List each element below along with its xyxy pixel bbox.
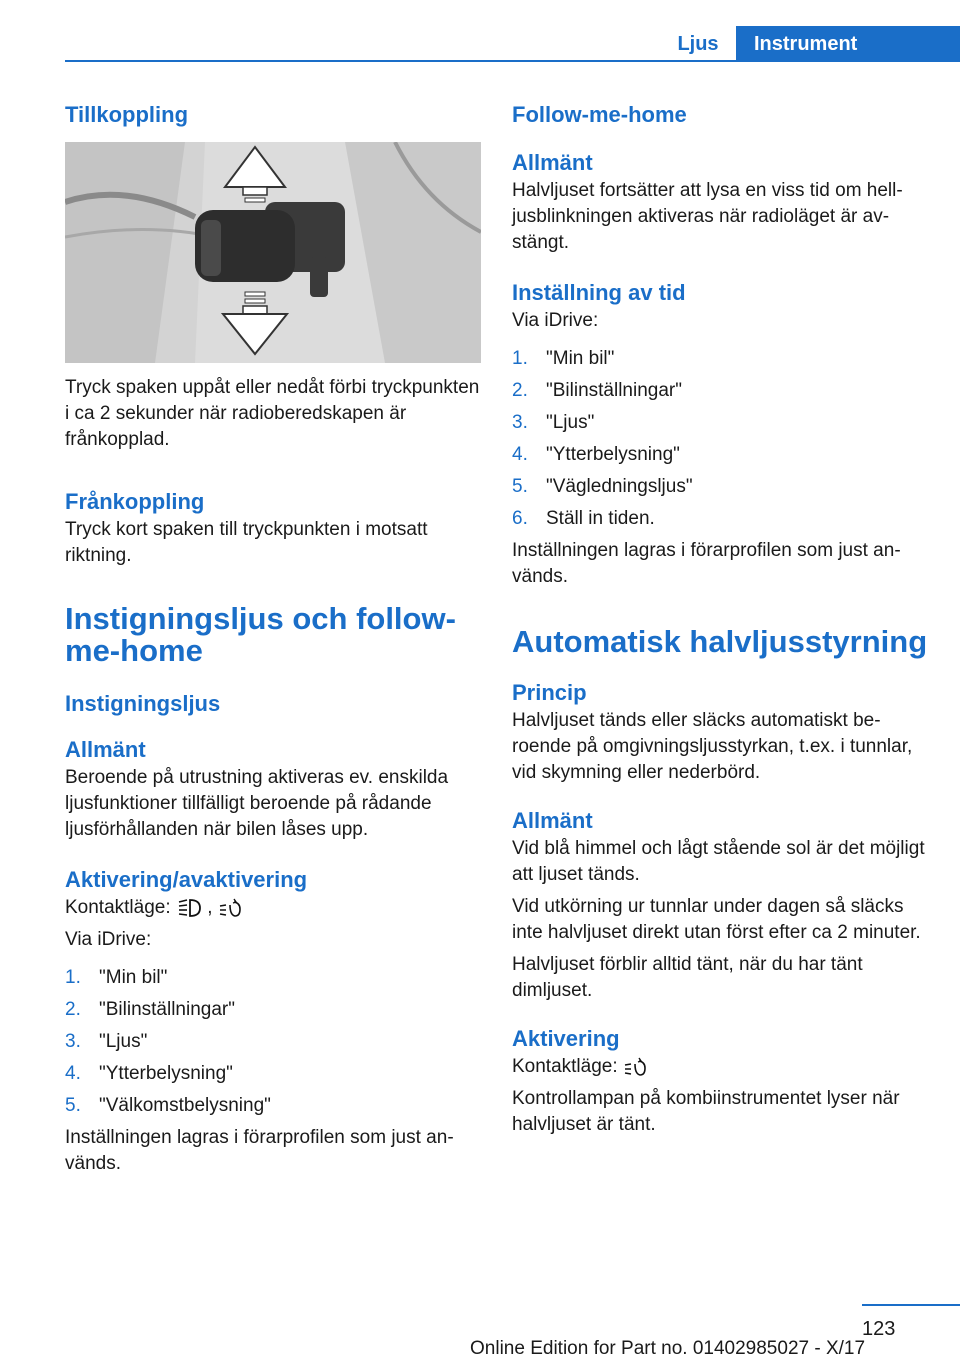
frankoppling-text: Tryck kort spaken till tryckpunkten i motsatt riktning. (65, 519, 428, 566)
kontroll-text: Kontrollampan på kombiinstrumentet lyser när halvljuset är tänt. (512, 1088, 900, 1135)
footer-rule (862, 1304, 960, 1306)
right-allmant-heading: Allmänt (512, 150, 593, 175)
left-steps-list (65, 965, 481, 1119)
right-kontaktlage-label: Kontaktläge: (512, 1056, 618, 1077)
list-item: 5. "Välkomstbelysning" (65, 1095, 271, 1116)
list-item: 1. "Min bil" (512, 348, 615, 369)
princip-heading: Princip (512, 680, 587, 705)
allmant2-text-3: Halvljuset förblir alltid tänt, när du har tänt dimljuset. (512, 954, 863, 1001)
list-item: 6. Ställ in tiden. (512, 508, 655, 529)
left-column (65, 100, 481, 1177)
list-item: 4. "Ytterbelysning" (512, 444, 680, 465)
follow-me-home-heading: Follow-me-home (512, 102, 687, 127)
frankoppling-heading: Frånkoppling (65, 489, 205, 514)
list-item: 3. "Ljus" (512, 412, 595, 433)
list-item: 2. "Bilinställningar" (65, 999, 235, 1020)
lever-illustration-svg (65, 142, 481, 363)
right-kontaktlage-line (512, 1054, 932, 1080)
list-item: 1. "Min bil" (65, 967, 168, 988)
right-steps-list (512, 346, 932, 532)
right-via-idrive-label: Via iDrive: (512, 310, 599, 331)
allmant-heading: Allmänt (65, 737, 146, 762)
via-idrive-label: Via iDrive: (65, 929, 152, 950)
left-saved-text: Inställningen lagras i förarprofilen som just används. (65, 1127, 454, 1174)
list-item: 5. "Vägledningsljus" (512, 476, 693, 497)
auto-heading: Automatisk halvljusstyrning (512, 624, 928, 659)
instigningsljus-heading: Instigningsljus (65, 691, 221, 716)
list-item: 4. "Ytterbelysning" (65, 1063, 233, 1084)
tillkoppling-text: Tryck spaken uppåt eller nedåt förbi tryckpunkten i ca 2 sekunder när radioberedskapen är frånkopplad. (65, 377, 480, 450)
kontaktlage-separator: , (207, 897, 213, 918)
tillkoppling-heading: Tillkoppling (65, 102, 189, 127)
allmant2-heading: Allmänt (512, 808, 593, 833)
princip-text: Halvljuset tänds eller släcks automatiskt beroende på omgivningsljusstyrkan, t.ex. i tunnlar, vid skymning eller nederbörd. (512, 710, 913, 783)
page-number: 123 (862, 1318, 896, 1340)
right-aktivering-heading: Aktivering (512, 1026, 620, 1051)
lever-illustration (65, 142, 481, 363)
header-rule (65, 60, 960, 62)
allmant-text: Beroende på utrustning aktiveras ev. enskilda ljusfunktioner tillfälligt beroende på rådande ljusförhållanden när bilen låses upp. (65, 767, 449, 840)
engine-running-icon (623, 1056, 649, 1078)
right-allmant-text: Halvljuset fortsätter att lysa en viss tid om helljusblinkningen aktiveras när radioläget är avstängt. (512, 180, 903, 253)
right-saved-text: Inställningen lagras i förarprofilen som just används. (512, 540, 901, 587)
kontaktlage-line (65, 895, 481, 921)
installning-heading: Inställning av tid (512, 280, 686, 305)
section-heading: Instigningsljus och follow-me-home (65, 601, 456, 668)
engine-running-icon (218, 897, 244, 919)
tab-instrument[interactable]: Instrument (736, 26, 960, 62)
aktivering-heading: Aktivering/avaktivering (65, 867, 308, 892)
allmant2-text-2: Vid utkörning ur tunnlar under dagen så släcks inte halvljuset direkt utan först efter ca 2 minuter. (512, 896, 921, 943)
allmant2-text-1: Vid blå himmel och lågt stående sol är det möjligt att ljuset tänds. (512, 838, 925, 885)
list-item: 3. "Ljus" (65, 1031, 148, 1052)
tab-ljus[interactable]: Ljus (677, 33, 719, 55)
kontaktlage-label: Kontaktläge: (65, 897, 171, 918)
right-column (512, 100, 932, 1138)
footer-edition: Online Edition for Part no. 01402985027 - X/17 (470, 1338, 866, 1359)
list-item: 2. "Bilinställningar" (512, 380, 682, 401)
ignition-icon (176, 897, 202, 919)
